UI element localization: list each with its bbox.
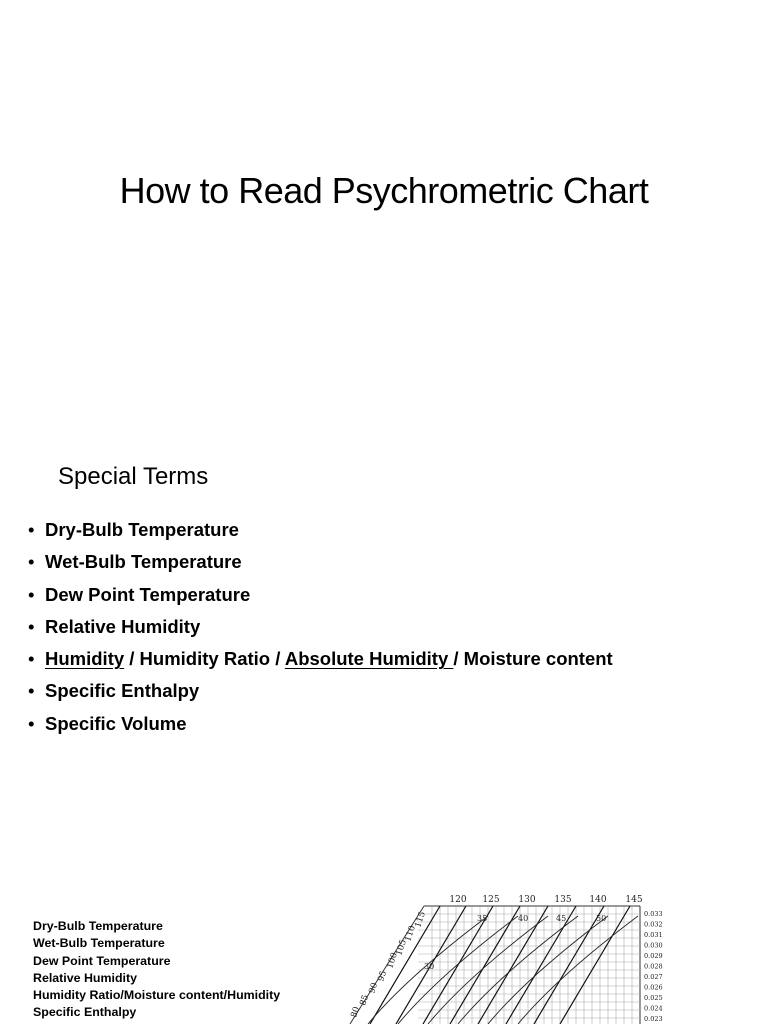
top-scale-label: 145 — [625, 895, 643, 905]
bullet-icon: • — [28, 519, 35, 540]
wet-bulb-scale-label: 35 — [477, 914, 488, 923]
bullet-icon: • — [28, 551, 35, 573]
top-scale-label: 130 — [518, 895, 536, 905]
diagonal-scale-label: 100 — [385, 951, 400, 970]
diagonal-scale-label: 115 — [413, 910, 428, 929]
diagonal-scale-label: 105 — [394, 938, 409, 957]
psychrometric-chart-image — [328, 886, 668, 1024]
chart-diagonal-line — [450, 906, 520, 1024]
special-terms-list — [28, 515, 613, 741]
chart-terms-list — [33, 918, 280, 1022]
list-item: Relative Humidity — [33, 970, 137, 985]
diagonal-scale-label: 90 — [367, 981, 381, 995]
wet-bulb-scale-label: 40 — [518, 914, 529, 923]
list-item: Humidity Ratio/Moisture content/Humidity — [33, 988, 281, 1003]
diagonal-scale-label: 110 — [403, 924, 418, 943]
list-item: Dry-Bulb Temperature — [33, 919, 163, 933]
right-scale-label: 0.032 — [644, 920, 663, 929]
chart-diagonal-line — [560, 906, 630, 1024]
term-dry-bulb: Dry-Bulb Temperature — [45, 519, 239, 540]
list-item — [28, 515, 613, 547]
list-item — [28, 709, 613, 741]
list-item: Wet-Bulb Temperature — [33, 936, 165, 951]
bullet-icon: • — [28, 615, 35, 637]
right-scale-label: 0.031 — [644, 931, 663, 939]
list-item — [28, 612, 613, 644]
right-scale-label: 0.026 — [644, 983, 663, 992]
right-scale-label: 0.030 — [644, 941, 663, 950]
term-absolute-humidity-link[interactable]: Absolute Humidity — [284, 648, 454, 670]
list-item — [28, 580, 613, 612]
wet-bulb-scale-label: 45 — [556, 914, 567, 923]
term-humidity-link[interactable]: Humidity — [45, 648, 125, 670]
right-scale-label: 0.027 — [644, 973, 663, 981]
term-specific-volume: Specific Volume — [45, 712, 187, 734]
right-scale-label: 0.023 — [644, 1015, 663, 1023]
bullet-icon: • — [28, 648, 35, 670]
special-terms-heading: Special Terms — [58, 463, 209, 490]
term-specific-enthalpy: Specific Enthalpy — [45, 680, 200, 702]
top-scale-label: 125 — [482, 895, 500, 905]
top-scale-label: 120 — [449, 895, 467, 905]
right-scale-label: 0.033 — [644, 910, 663, 918]
right-scale-label: 0.028 — [644, 962, 663, 971]
diagonal-scale-label: 85 — [358, 993, 372, 1007]
list-item — [28, 547, 613, 579]
chart-diagonal-line — [534, 906, 607, 1024]
bullet-icon: • — [28, 680, 35, 702]
wet-bulb-scale-label: 30 — [424, 962, 435, 971]
wet-bulb-scale-label: 50 — [596, 914, 607, 923]
right-scale-label: 0.025 — [644, 994, 663, 1002]
list-item — [28, 644, 613, 676]
diagonal-scale-label: 95 — [376, 969, 390, 983]
term-wet-bulb: Wet-Bulb Temperature — [45, 551, 242, 573]
top-scale-label: 135 — [554, 895, 572, 905]
chart-curves — [368, 906, 638, 1024]
diagonal-scale-label: 80 — [349, 1005, 363, 1019]
list-item: Specific Enthalpy — [33, 1005, 137, 1020]
bullet-icon: • — [28, 583, 35, 605]
term-dew-point: Dew Point Temperature — [45, 583, 251, 605]
right-scale-label: 0.024 — [644, 1004, 663, 1013]
right-scale-label: 0.029 — [644, 952, 663, 960]
list-item: Dew Point Temperature — [33, 953, 171, 968]
term-humidity-ratio: / Humidity Ratio / — [124, 648, 285, 670]
slide-title: How to Read Psychrometric Chart — [119, 170, 649, 211]
psychrometric-chart-svg — [328, 886, 668, 1024]
term-moisture-content: / Moisture content — [453, 648, 613, 670]
list-item — [28, 676, 613, 708]
term-relative-humidity: Relative Humidity — [45, 615, 201, 637]
bullet-icon: • — [28, 712, 35, 734]
top-scale-label: 140 — [589, 895, 607, 905]
